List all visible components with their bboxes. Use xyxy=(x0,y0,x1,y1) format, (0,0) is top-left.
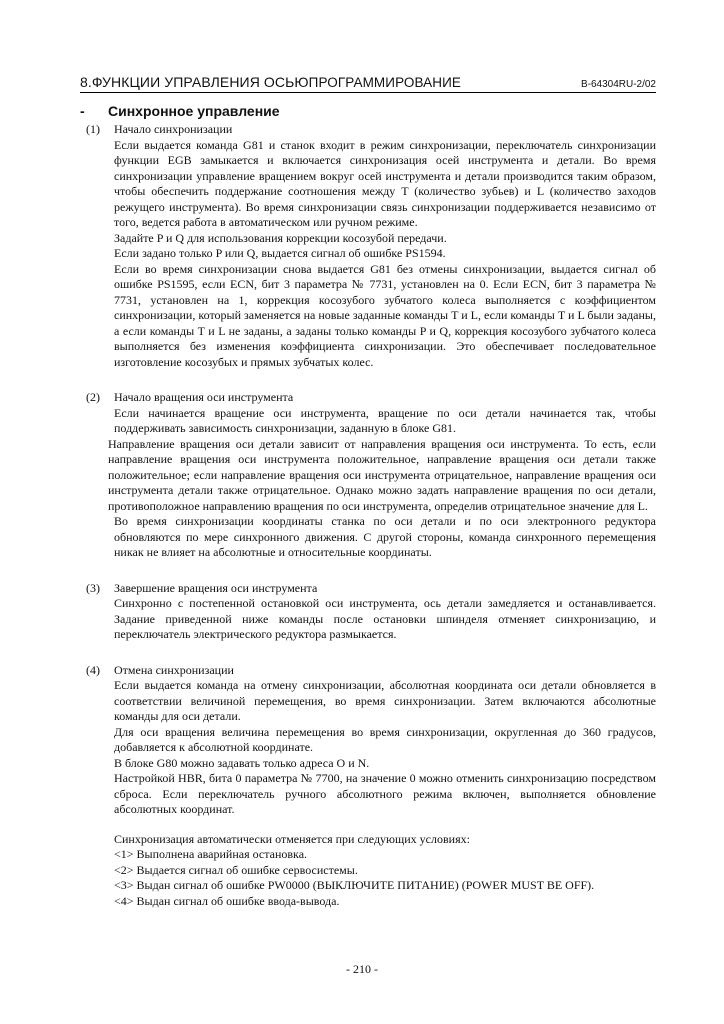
paragraph: Задайте P и Q для использования коррекции косозубой передачи. xyxy=(114,230,447,245)
condition-item: <1> Выполнена аварийная остановка. xyxy=(114,847,308,861)
item-heading xyxy=(86,663,656,679)
item-1 xyxy=(86,122,656,370)
document-body xyxy=(86,122,656,929)
item-3 xyxy=(86,581,656,643)
paragraph: Если выдается команда на отмену синхронизации, абсолютная координата оси детали обновляется в соответствии величиной перемещения, во время синхронизации. Затем включаются абсолютные команды для оси детали. xyxy=(114,678,656,723)
header-part: ПРОГРАММИРОВАНИЕ xyxy=(308,75,461,90)
header-chapter: 8.ФУНКЦИИ УПРАВЛЕНИЯ ОСЬЮ xyxy=(80,74,309,90)
item-title: Начало вращения оси инструмента xyxy=(114,390,294,404)
condition-item: <3> Выдан сигнал об ошибке PW0000 (ВЫКЛЮЧИТЕ ПИТАНИЕ) (POWER MUST BE OFF). xyxy=(114,878,595,892)
condition-item: <2> Выдается сигнал об ошибке сервосистемы. xyxy=(114,862,358,877)
paragraph: Направление вращения оси детали зависит от направления вращения оси инструмента. То есть, если направление вращения оси инструмента положительное, направление вращения оси детали также положительное; если направление вращения оси инструмента отрицательное, направление вращения оси инструмента детали также отрицательное. Однако можно задать направление вращения по оси детали, противоположное направлению вращения по оси инструмента, определив отрицательное значение для L. xyxy=(108,436,656,513)
item-title: Завершение вращения оси инструмента xyxy=(114,580,318,595)
paragraph: Если начинается вращение оси инструмента, вращение по оси детали начинается так, чтобы поддерживать зависимость синхронизации, заданную в блоке G81. xyxy=(114,405,656,435)
paragraph: Если выдается команда G81 и станок входит в режим синхронизации, переключатель синхронизации функции EGB замыкается и включается синхронизация осей инструмента и детали. Во время синхронизации управление вращением вокруг осей инструмента и детали производится таким образом, чтобы обеспечить поддержание соотношения между T (количество зубьев) и L (количество заходов режущего инструмента). Во время синхронизации связь синхронизации поддерживается независимо от того, ведется работа в автоматическом или ручном режиме. xyxy=(114,137,656,229)
condition-item: <4> Выдан сигнал об ошибке ввода-вывода. xyxy=(114,893,340,908)
section-heading xyxy=(80,103,280,119)
header-doc-id: B-64304RU-2/02 xyxy=(580,79,656,90)
item-number: (2) xyxy=(86,390,100,404)
item-heading xyxy=(86,581,656,597)
item-number: (3) xyxy=(86,580,100,595)
section-bullet: - xyxy=(80,103,85,119)
paragraph: Во время синхронизации координаты станка по оси детали и по оси электронного редуктора обновляются по мере синхронного движения. С другой стороны, команда синхронного перемещения никак не влияет на абсолютные и относительные координаты. xyxy=(114,514,656,559)
spacer xyxy=(86,818,656,832)
section-title: Синхронное управление xyxy=(108,103,280,119)
paragraph: В блоке G80 можно задавать только адреса O и N. xyxy=(114,755,370,770)
paragraph: Настройкой HBR, бита 0 параметра № 7700, на значение 0 можно отменить синхронизацию посредством сброса. Если переключатель ручного абсолютного режима включен, выполняется обновление абсолютных координат. xyxy=(114,771,656,816)
item-heading xyxy=(86,390,656,406)
item-4 xyxy=(86,663,656,910)
item-heading xyxy=(86,122,656,138)
conditions-intro: Синхронизация автоматически отменяется при следующих условиях: xyxy=(114,831,470,846)
item-2 xyxy=(86,390,656,561)
item-number: (1) xyxy=(86,122,100,136)
paragraph: Синхронно с постепенной остановкой оси инструмента, ось детали замедляется и останавливается. Задание приведенной ниже команды после остановки шпинделя отменяет синхронизацию, и переключатель электрического редуктора размыкается. xyxy=(114,596,656,641)
header-title xyxy=(80,74,461,90)
paragraph: Если во время синхронизации снова выдается G81 без отмены синхронизации, выдается сигнал об ошибке PS1595, если ECN, бит 3 параметра № 7731, установлен на 0. Если ECN, бит 3 параметра № 7731, установлен на 1, коррекция косозубого зубчатого колеса выполняется с коэффициентом синхронизации, который заменяется на новые заданные команды T и L, если команды T и L были заданы, а если команды T и L не заданы, а заданы только команды P и Q, коррекция косозубого зубчатого колеса выполняется без изменения коэффициента синхронизации. Это обеспечивает последовательное изготовление косозубых и прямых зубчатых колес. xyxy=(114,261,656,369)
item-title: Отмена синхронизации xyxy=(114,662,234,677)
item-number: (4) xyxy=(86,662,100,677)
page-header xyxy=(80,72,656,93)
paragraph: Для оси вращения величина перемещения во время синхронизации, округленная до 360 градусов, добавляется к абсолютной координате. xyxy=(114,724,656,754)
paragraph: Если задано только P или Q, выдается сигнал об ошибке PS1594. xyxy=(114,246,446,260)
page-number: - 210 - xyxy=(346,962,378,976)
item-title: Начало синхронизации xyxy=(114,122,233,136)
